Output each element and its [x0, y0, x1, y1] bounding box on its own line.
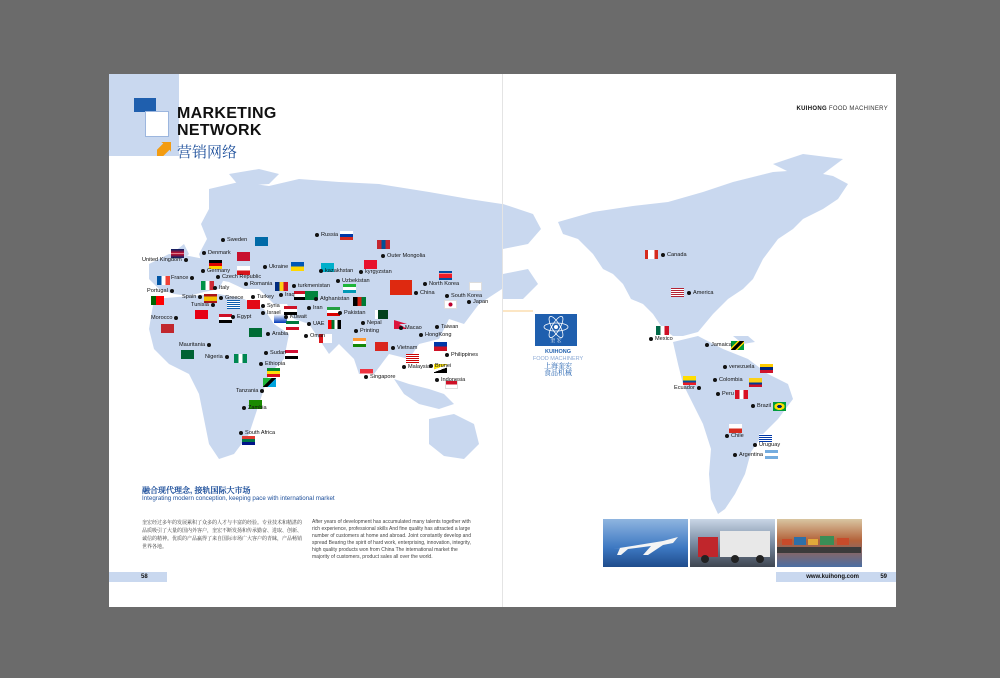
page-title: MARKETING NETWORK — [177, 105, 277, 139]
flag-argentina-icon — [765, 450, 778, 459]
flag-uae-icon — [328, 320, 341, 329]
country-label: Israel — [261, 310, 281, 317]
container-ship-icon — [777, 519, 861, 567]
country-label: South Africa — [239, 430, 275, 437]
country-label: Canada — [661, 252, 687, 259]
country-label: Afghanistan — [314, 296, 350, 303]
flag-russia-icon — [340, 231, 353, 240]
flag-america-icon — [671, 288, 684, 297]
country-label: France — [171, 275, 194, 282]
flag-tanzania-icon — [263, 378, 276, 387]
country-label: Colombia — [713, 377, 743, 384]
body-text-cn: 奎宏经过多年的发展累积了众多的人才与丰富的经验。专业技术和精湛的品质吸引了大量的国内外客户，奎宏不断发扬和传承勤奋、进取、创新、诚信的精神。优质的产品赢得了来自国际市场广大客户的青睐，产品畅销世界各地。 — [142, 520, 303, 550]
flag-peru-icon — [735, 390, 748, 399]
country-label: Argentina — [733, 452, 763, 459]
country-label: Brunei — [429, 363, 451, 370]
country-label: Morocco — [151, 315, 178, 322]
country-label: Ethiopia — [259, 361, 285, 368]
country-label: South Korea — [445, 293, 482, 300]
country-label: turkmenistan — [292, 283, 330, 290]
country-label: Uzbekistan — [336, 278, 370, 285]
truck-icon — [690, 519, 774, 567]
country-label: Greece — [219, 295, 243, 302]
flag-jamaica-icon — [731, 341, 744, 350]
country-label: America — [687, 290, 714, 297]
country-label: Portugal — [147, 288, 174, 295]
country-label: Turkey — [251, 294, 274, 301]
flag-venezuela-icon — [760, 364, 773, 373]
flag-ukraine-icon — [291, 262, 304, 271]
flag-arabia-icon — [249, 328, 262, 337]
brand-header: KUIHONG FOOD MACHINERY — [796, 106, 888, 112]
flag-south-korea-icon — [469, 282, 482, 291]
country-label: Syria — [261, 303, 280, 310]
flag-mexico-icon — [656, 326, 669, 335]
country-label: Russia — [315, 232, 338, 239]
country-label: Italy — [213, 285, 229, 292]
country-label: Uruguay — [753, 442, 780, 449]
flag-japan-icon — [444, 300, 457, 309]
kuihong-logo — [535, 314, 577, 346]
country-label: Macao — [399, 325, 422, 332]
left-page — [109, 74, 502, 607]
flag-ecuador-icon — [683, 376, 696, 385]
country-label: Germany — [201, 268, 230, 275]
country-label: Spain — [182, 294, 202, 301]
flag-morocco-icon — [161, 324, 174, 333]
country-label: Tanzania — [236, 388, 264, 395]
flag-turkey-icon — [247, 300, 260, 309]
airplane-icon — [603, 519, 687, 567]
flag-sweden-icon — [255, 237, 268, 246]
country-label: Nigeria — [205, 354, 229, 361]
country-label: Indonesia — [435, 377, 465, 384]
flag-malaysia-icon — [406, 354, 419, 363]
country-label: UAE — [307, 321, 325, 328]
country-label: United Kingdom — [142, 257, 188, 264]
flag-france-icon — [157, 276, 170, 285]
section-subheading: Integrating modern conception, keeping pace with international market — [142, 495, 335, 502]
country-label: Mauritania — [179, 342, 211, 349]
flag-portugal-icon — [151, 296, 164, 305]
country-label: Arabia — [266, 331, 288, 338]
country-label: Malaysia — [402, 364, 430, 371]
country-label: Ukraine — [263, 264, 288, 271]
country-label: Outer Mongolia — [381, 253, 425, 260]
country-label: Sweden — [221, 237, 247, 244]
country-label: kyrgyzstan — [359, 269, 392, 276]
country-label: Nepal — [361, 320, 382, 327]
page-number: 59 — [880, 574, 887, 580]
flag-north-korea-icon — [439, 271, 452, 280]
footer-bar — [109, 572, 167, 582]
country-label: Printing — [354, 328, 379, 335]
flag-tunisia-icon — [195, 310, 208, 319]
country-label: Tunisia — [191, 302, 215, 309]
country-label: Zambia — [242, 405, 267, 412]
flag-pakistan-icon — [375, 310, 388, 319]
flag-kuwait-icon — [286, 321, 299, 330]
country-label: Kuwait — [284, 314, 307, 321]
country-label: Mexico — [649, 336, 673, 343]
flag-south-africa-icon — [242, 436, 255, 445]
flag-vietnam-icon — [375, 342, 388, 351]
flag-uzbekistan-icon — [343, 284, 356, 293]
flag-nigeria-icon — [234, 354, 247, 363]
flag-afghanistan-icon — [353, 297, 366, 306]
cargo-port-photo — [777, 519, 862, 567]
country-label: China — [414, 290, 435, 297]
country-label: Philippines — [445, 352, 478, 359]
country-label: Iran — [307, 305, 323, 312]
page-number: 58 — [141, 574, 148, 580]
country-label: Brazil — [751, 403, 771, 410]
country-label: Japan — [467, 299, 488, 306]
flag-kyrgyzstan-icon — [364, 260, 377, 269]
country-label: Vietnam — [391, 345, 417, 352]
website-link[interactable]: www.kuihong.com — [806, 574, 859, 580]
country-label: Sudan — [264, 350, 286, 357]
airplane-photo — [603, 519, 688, 567]
flag-brazil-icon — [773, 402, 786, 411]
logo-cn-top: 奎 宏 — [550, 338, 562, 344]
country-label: venezuela — [723, 364, 755, 371]
country-label: Taiwan — [435, 324, 458, 331]
flag-mauritania-icon — [181, 350, 194, 359]
flag-india-icon — [353, 338, 366, 347]
country-label: Denmark — [202, 250, 231, 257]
country-label: Ecuador — [674, 385, 701, 392]
country-label: North Korea — [423, 281, 459, 288]
country-label: Romania — [244, 281, 272, 288]
country-label: Jamaica — [705, 342, 732, 349]
country-label: Chile — [725, 433, 744, 440]
country-label: Singapore — [364, 374, 396, 381]
flag-mongolia-icon — [377, 240, 390, 249]
flag-ethiopia-icon — [267, 368, 280, 377]
flag-colombia-icon — [749, 378, 762, 387]
country-label: kazakhstan — [319, 268, 353, 275]
flag-china-icon — [390, 280, 412, 295]
flag-chile-icon — [729, 424, 742, 433]
flag-denmark-icon — [237, 252, 250, 261]
photo-strip — [603, 519, 862, 567]
truck-photo — [690, 519, 775, 567]
flag-romania-icon — [275, 282, 288, 291]
flag-canada-icon — [645, 250, 658, 259]
page-title-cn: 营销网络 — [177, 141, 237, 162]
country-label: HongKong — [419, 332, 451, 339]
logo-text: KUIHONG FOOD MACHINERY 上海奎宏 食品机械 — [532, 349, 584, 377]
body-text-en: After years of development has accumulated many talents together with rich experience, professional skills And fine quality has attracted a large number of customers at home and abroad. Joint constantly develop and spread Bearing the spirit of hard work, enterprising, innovation, integrity, high quality products won from China The international market the majority of customers, product sales all over the world. — [312, 519, 471, 560]
section-heading: 融合现代理念, 接轨国际大市场 — [142, 486, 251, 495]
country-label: Pakistan — [338, 310, 365, 317]
country-label: Czech Republic — [216, 274, 261, 281]
right-page — [502, 74, 896, 607]
country-label: Egypt — [231, 314, 251, 321]
flag-sudan-icon — [285, 350, 298, 359]
country-label: Oman — [304, 333, 325, 340]
flag-philippines-icon — [434, 342, 447, 351]
country-label: Iraq — [279, 292, 295, 299]
country-label: Peru — [716, 391, 734, 398]
